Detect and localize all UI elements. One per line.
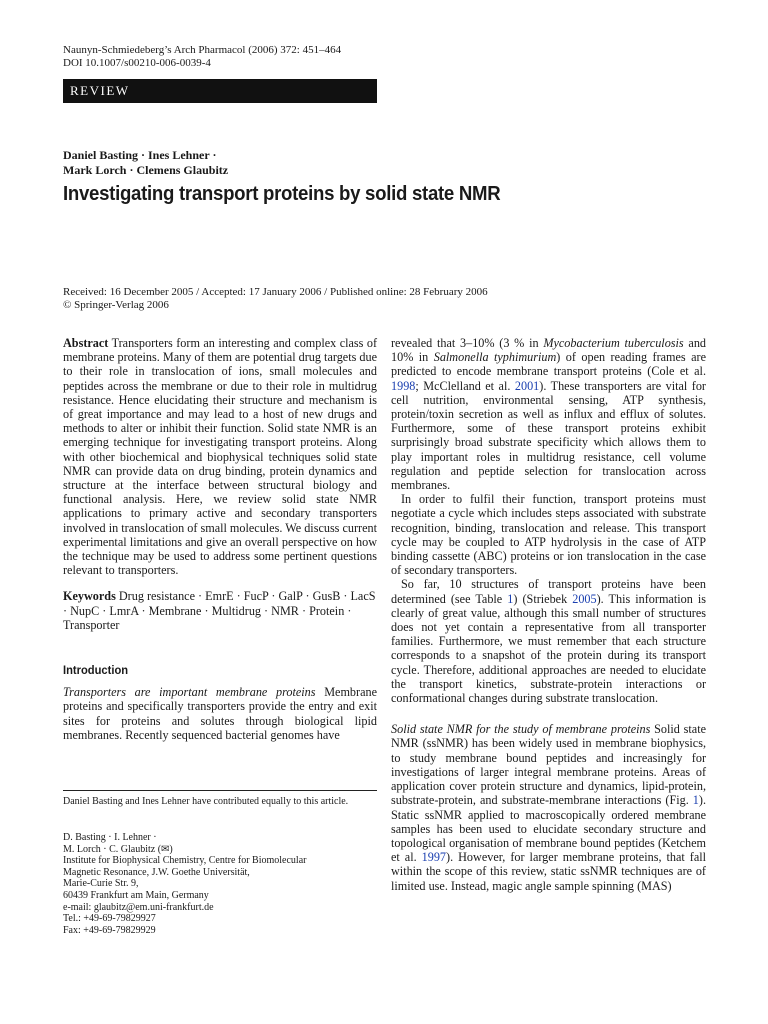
- affiliation-fax: Fax: +49-69-79829929: [63, 924, 156, 936]
- publication-dates: [63, 286, 488, 312]
- doi: DOI 10.1007/s00210-006-0039-4: [63, 57, 211, 69]
- dates-line: Received: 16 December 2005 / Accepted: 17 January 2006 / Published online: 28 February 2006: [63, 286, 488, 298]
- text-run: ; McClelland et al.: [415, 378, 515, 393]
- text-run: ) (Striebek: [513, 591, 573, 606]
- table-link[interactable]: 1: [507, 591, 514, 606]
- introduction-paragraph: [63, 685, 377, 742]
- left-column: [63, 336, 377, 742]
- citation-link[interactable]: 2001: [514, 378, 540, 393]
- abstract: [63, 336, 377, 577]
- affiliation-email: e-mail: glaubitz@em.uni-frankfurt.de: [63, 901, 214, 913]
- text-run: ). These transporters are vital for cell nutrition, environmental sensing, ATP synthesis, protein/toxin secretion as well as influx and efflux of solutes. Furthermore, some of these transport proteins exhibit surprisingly broad substrate specificity which allows them to play important roles in multidrug resistance, cell volume regulation and peptide selection for translocation across membranes.: [391, 378, 706, 493]
- subsection-lead: Solid state NMR for the study of membrane proteins: [391, 722, 651, 737]
- affiliation-tel: Tel.: +49-69-79829927: [63, 913, 156, 925]
- text-run: Solid state NMR (ssNMR) has been widely used in membrane biophysics, to study membrane bound peptides and increasingly for investigations of larger integral membrane proteins. Areas of application cover protein structure and dynamics, lipid-protein, substrate-protein, and substrate-membrane interactions (Fig.: [391, 722, 707, 808]
- affiliation-institute-2: Magnetic Resonance, J.W. Goethe Universität,: [63, 866, 250, 878]
- introduction-heading: Introduction: [63, 663, 129, 678]
- section-banner: [63, 79, 377, 103]
- author-list: [63, 148, 228, 178]
- equal-contribution-note: Daniel Basting and Ines Lehner have contributed equally to this article.: [63, 796, 349, 807]
- paragraph-structures: [391, 577, 706, 705]
- text-run: ). Static ssNMR applied to macroscopically ordered membrane samples has been used to elucidate secondary structure and topological organisation of membrane bound peptides (Ketchem et al.: [391, 793, 706, 865]
- keywords-text: Drug resistance · EmrE · FucP · GalP · GusB · LacS · NupC · LmrA · Membrane · Multidrug · NMR · Protein · Transporter: [63, 589, 376, 632]
- text-run: So far, 10 structures of transport proteins have been determined (see Table: [391, 577, 706, 606]
- author-affiliation: [63, 832, 377, 936]
- species-name: Salmonella typhimurium: [433, 350, 557, 365]
- keywords: [63, 589, 377, 632]
- text-run: ). However, for larger membrane proteins, that fall within the scope of this review, static ssNMR techniques are of limited use. Instead, magic angle sample spinning (MAS): [391, 850, 707, 893]
- authors-line-2: Mark Lorch · Clemens Glaubitz: [63, 163, 229, 177]
- introduction-text: Membrane proteins and specifically transporters provide the entry and exit sites for proteins and solutes through biological lipid membranes. Recently sequenced bacterial genomes have: [63, 685, 377, 742]
- text-run: and 10% in: [391, 336, 707, 365]
- authors-line-1: Daniel Basting · Ines Lehner ·: [63, 148, 217, 162]
- text-run: ). This information is clearly of great value, although this small number of structures does not yet contain a representative from all transporter families. Furthermore, we must remember that each structure corresponds to a snapshot of the protein during its transport cycle. Therefore, additional approaches are needed to elucidate the transport kinetics, substrate-protein interactions or conformational changes during substrate translocation.: [391, 591, 706, 706]
- figure-link[interactable]: 1: [692, 793, 699, 808]
- journal-header: [63, 44, 341, 70]
- keywords-label: Keywords: [63, 589, 116, 604]
- affiliation-institute-1: Institute for Biophysical Chemistry, Centre for Biomolecular: [63, 855, 307, 867]
- right-column: [391, 336, 706, 893]
- affiliation-street: Marie-Curie Str. 9,: [63, 878, 139, 890]
- affiliation-city: 60439 Frankfurt am Main, Germany: [63, 889, 209, 901]
- article-title: Investigating transport proteins by solid state NMR: [63, 183, 501, 205]
- section-label: REVIEW: [70, 83, 130, 98]
- journal-citation: Naunyn-Schmiedeberg’s Arch Pharmacol (2006) 372: 451–464: [63, 44, 342, 56]
- abstract-text: Transporters form an interesting and complex class of membrane proteins. Many of them are potential drug targets due to their role in translocation of ions, small molecules and peptides across the membrane or due to their role in multidrug resistance. Hence elucidating their structure and mechanism is of great importance and may lead to a host of new drugs and methods to alter or inhibit their function. Solid state NMR is an emerging technique for investigating transport proteins. Along with other biochemical and biophysical techniques solid state NMR can provide data on drug binding, protein dynamics and structure at the interface between structural biology and functional analysis. Here, we review solid state NMR applications to primary active and secondary transporters involved in translocation of small molecules. We discuss current experimental limitations and give an overall perspective on how the technique may be used to address some pertinent questions relevant to transporters.: [63, 336, 378, 578]
- citation-link[interactable]: 1998: [391, 378, 416, 393]
- paragraph-transport-cycle: In order to fulfil their function, transport proteins must negotiate a cycle which includes steps associated with substrate recognition, binding, translocation and release. This transport cycle may be coupled to ATP hydrolysis in the case of ATP binding cassette (ABC) proteins or ion translocation in the case of secondary transporters.: [391, 492, 706, 578]
- text-run: ) of open reading frames are predicted to encode membrane transport proteins (Cole et al.: [391, 350, 706, 379]
- footnote-divider: [63, 790, 377, 791]
- affiliation-names-1: D. Basting · I. Lehner ·: [63, 832, 157, 843]
- copyright-line: © Springer-Verlag 2006: [63, 299, 169, 311]
- paragraph-genomes: [391, 336, 706, 492]
- affiliation-names-2: M. Lorch · C. Glaubitz (✉): [63, 843, 173, 855]
- introduction-lead: Transporters are important membrane proteins: [63, 685, 316, 700]
- citation-link[interactable]: 1997: [421, 850, 447, 865]
- citation-link[interactable]: 2005: [572, 591, 597, 606]
- abstract-label: Abstract: [63, 336, 109, 350]
- paragraph-ssnmr: [391, 722, 706, 892]
- text-run: revealed that 3–10% (3 % in: [391, 336, 544, 350]
- species-name: Mycobacterium tuberculosis: [543, 336, 684, 350]
